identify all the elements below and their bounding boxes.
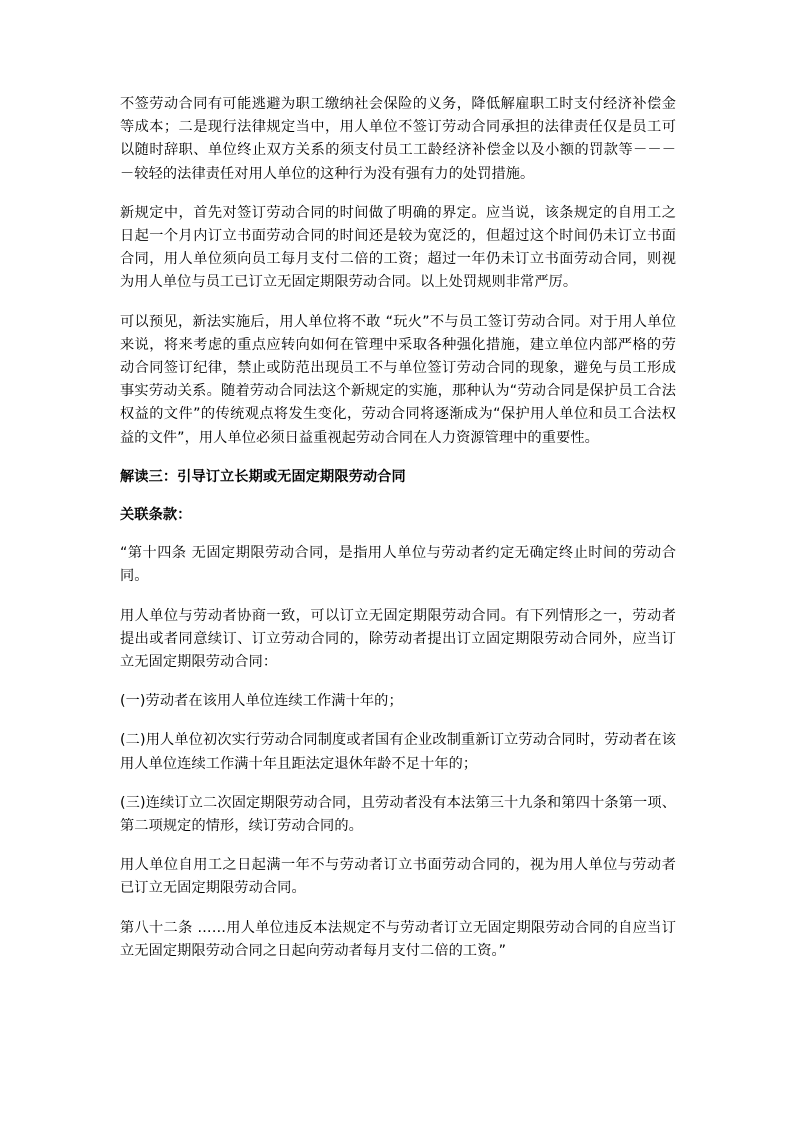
list-item-one: (一)劳动者在该用人单位连续工作满十年的； bbox=[120, 693, 403, 710]
list-item-three: (三)连续订立二次固定期限劳动合同，且劳动者没有本法第三十九条和第四十条第一项、第二项规定的情形，续订劳动合同的。 bbox=[120, 794, 676, 835]
paragraph-prediction: 可以预见，新法实施后，用人单位将不敢 “玩火”不与员工签订劳动合同。对于用人单位来说，将来考虑的重点应转向如何在管理中采取各种强化措施，建立单位内部严格的劳动合同签订纪律，禁止或防范出现员工不与单位签订劳动合同的现象，避免与员工形成事实劳动关系。随着劳动合同法这个新规定的实施，那种认为“劳动合同是保护员工合法权益的文件”的传统观点将发生变化，劳动合同将逐渐成为“保护用人单位和员工合法权益的文件”，用人单位必须日益重视起劳动合同在人力资源管理中的重要性。 bbox=[120, 313, 676, 446]
document-page bbox=[120, 93, 676, 979]
paragraph-one-year-rule: 用人单位自用工之日起满一年不与劳动者订立书面劳动合同的，视为用人单位与劳动者已订立无固定期限劳动合同。 bbox=[120, 857, 676, 897]
subheading-related-clauses: 关联条款： bbox=[120, 507, 192, 524]
paragraph-new-regulation: 新规定中，首先对签订劳动合同的时间做了明确的界定。应当说，该条规定的自用工之日起一个月内订立书面劳动合同的时间还是较为宽泛的，但超过这个时间仍未订立书面合同，用人单位须向员工每月支付二倍的工资；超过一年仍未订立书面劳动合同，则视为用人单位与员工已订立无固定期限劳动合同。以上处罚规则非常严厉。 bbox=[120, 204, 676, 291]
paragraph-article-82: 第八十二条 ……用人单位违反本法规定不与劳动者订立无固定期限劳动合同的自应当订立无固定期限劳动合同之日起向劳动者每月支付二倍的工资。” bbox=[120, 919, 676, 959]
paragraph-article-14: “第十四条 无固定期限劳动合同，是指用人单位与劳动者约定无确定终止时间的劳动合同。 bbox=[120, 545, 676, 585]
paragraph-intro-continuation: 不签劳动合同有可能逃避为职工缴纳社会保险的义务，降低解雇职工时支付经济补偿金等成本；二是现行法律规定当中，用人单位不签订劳动合同承担的法律责任仅是员工可以随时辞职、单位终止双方关系的须支付员工工龄经济补偿金以及小额的罚款等－－－－较轻的法律责任对用人单位的这种行为没有强有力的处罚措施。 bbox=[120, 96, 676, 182]
list-item-two: (二)用人单位初次实行劳动合同制度或者国有企业改制重新订立劳动合同时，劳动者在该用人单位连续工作满十年且距法定退休年龄不足十年的； bbox=[120, 732, 676, 772]
section-heading-interpretation-three: 解读三：引导订立长期或无固定期限劳动合同 bbox=[120, 468, 406, 485]
paragraph-negotiation: 用人单位与劳动者协商一致，可以订立无固定期限劳动合同。有下列情形之一，劳动者提出或者同意续订、订立劳动合同的，除劳动者提出订立固定期限劳动合同外，应当订立无固定期限劳动合同： bbox=[120, 607, 676, 671]
